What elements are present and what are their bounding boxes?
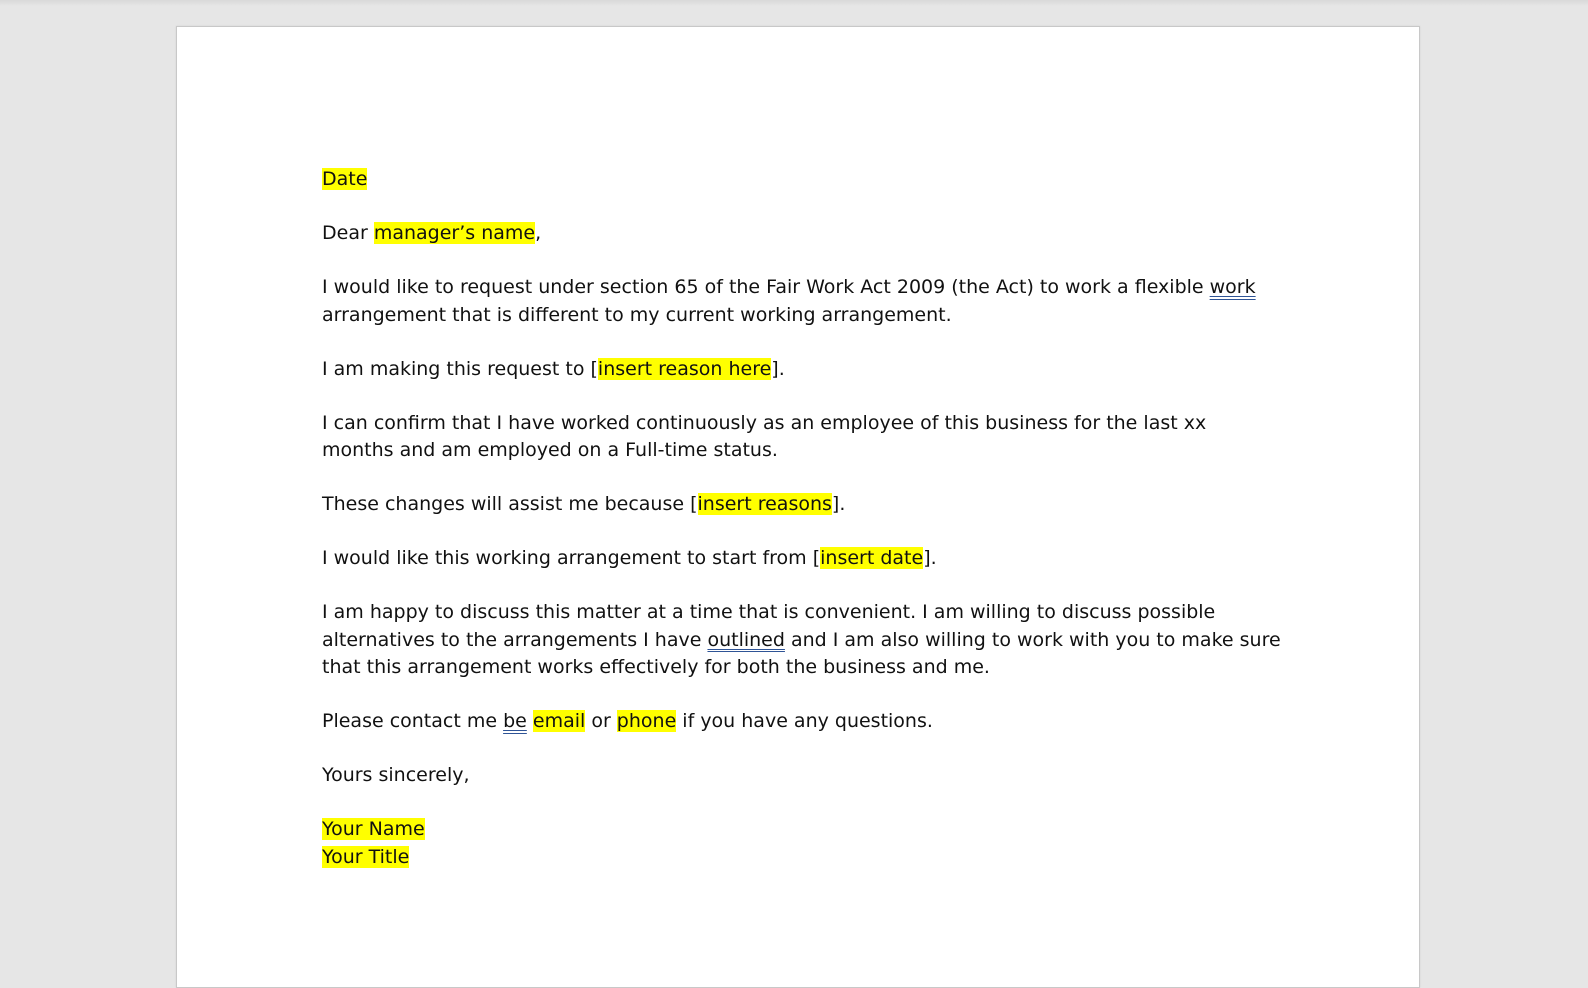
your-title-placeholder[interactable]: Your Title [322, 845, 410, 868]
start-date-paragraph[interactable] [322, 545, 1282, 573]
grammar-flagged-word[interactable]: be [503, 710, 527, 732]
grammar-flagged-word[interactable]: work [1209, 276, 1256, 298]
salutation-suffix: , [535, 222, 542, 244]
start-prefix: I would like this working arrangement to start from [ [322, 547, 821, 569]
signature-title-line[interactable] [322, 844, 1282, 872]
document-page[interactable] [176, 26, 1420, 988]
letter-body[interactable] [322, 166, 1282, 871]
signature-name-line[interactable] [322, 816, 1282, 844]
phone-placeholder[interactable]: phone [616, 710, 677, 732]
start-suffix: ]. [923, 547, 937, 569]
email-placeholder[interactable]: email [532, 710, 586, 732]
start-date-placeholder[interactable]: insert date [820, 547, 924, 569]
manager-name-placeholder[interactable]: manager’s name [373, 222, 536, 244]
contact-or: or [585, 710, 617, 732]
contact-suffix: if you have any questions. [676, 710, 933, 732]
confirm-paragraph[interactable] [322, 410, 1282, 465]
request-text-continued: arrangement that is different to my current working arrangement. [322, 303, 952, 326]
discuss-paragraph[interactable] [322, 599, 1282, 682]
your-name-placeholder[interactable]: Your Name [322, 818, 425, 840]
workspace-top-edge [0, 0, 1588, 6]
contact-prefix: Please contact me [322, 710, 504, 732]
request-paragraph[interactable] [322, 274, 1282, 329]
closing-text: Yours sincerely, [322, 764, 470, 786]
contact-space [527, 710, 533, 732]
confirm-text: I can confirm that I have worked continuously as an employee of this business for the last xx months and am employed on a Full-time status. [322, 411, 1207, 461]
discuss-text-continued: and I am also willing to work with you to make sure that this arrangement works effectively for both the business and me. [322, 628, 1281, 678]
reason-prefix: I am making this request to [ [322, 357, 598, 380]
contact-paragraph[interactable] [322, 708, 1282, 736]
reason-suffix: ]. [771, 357, 785, 380]
salutation-prefix: Dear [322, 222, 374, 244]
grammar-flagged-word[interactable]: outlined [707, 628, 785, 651]
request-text: I would like to request under section 65 of the Fair Work Act 2009 (the Act) to work a flexible [322, 276, 1210, 298]
assist-placeholder[interactable]: insert reasons [697, 493, 832, 515]
assist-suffix: ]. [831, 493, 846, 515]
assist-prefix: These changes will assist me because [ [322, 493, 698, 515]
reason-paragraph[interactable] [322, 356, 1282, 384]
reason-placeholder[interactable]: insert reason here [597, 357, 772, 380]
date-placeholder[interactable]: Date [322, 168, 368, 190]
discuss-text: I am happy to discuss this matter at a time that is convenient. I am willing to discuss possible alternatives to the arrangements I have [322, 601, 1216, 651]
date-paragraph[interactable] [322, 166, 1282, 194]
closing-paragraph[interactable] [322, 762, 1282, 790]
assist-paragraph[interactable] [322, 491, 1282, 519]
salutation-paragraph[interactable] [322, 220, 1282, 248]
